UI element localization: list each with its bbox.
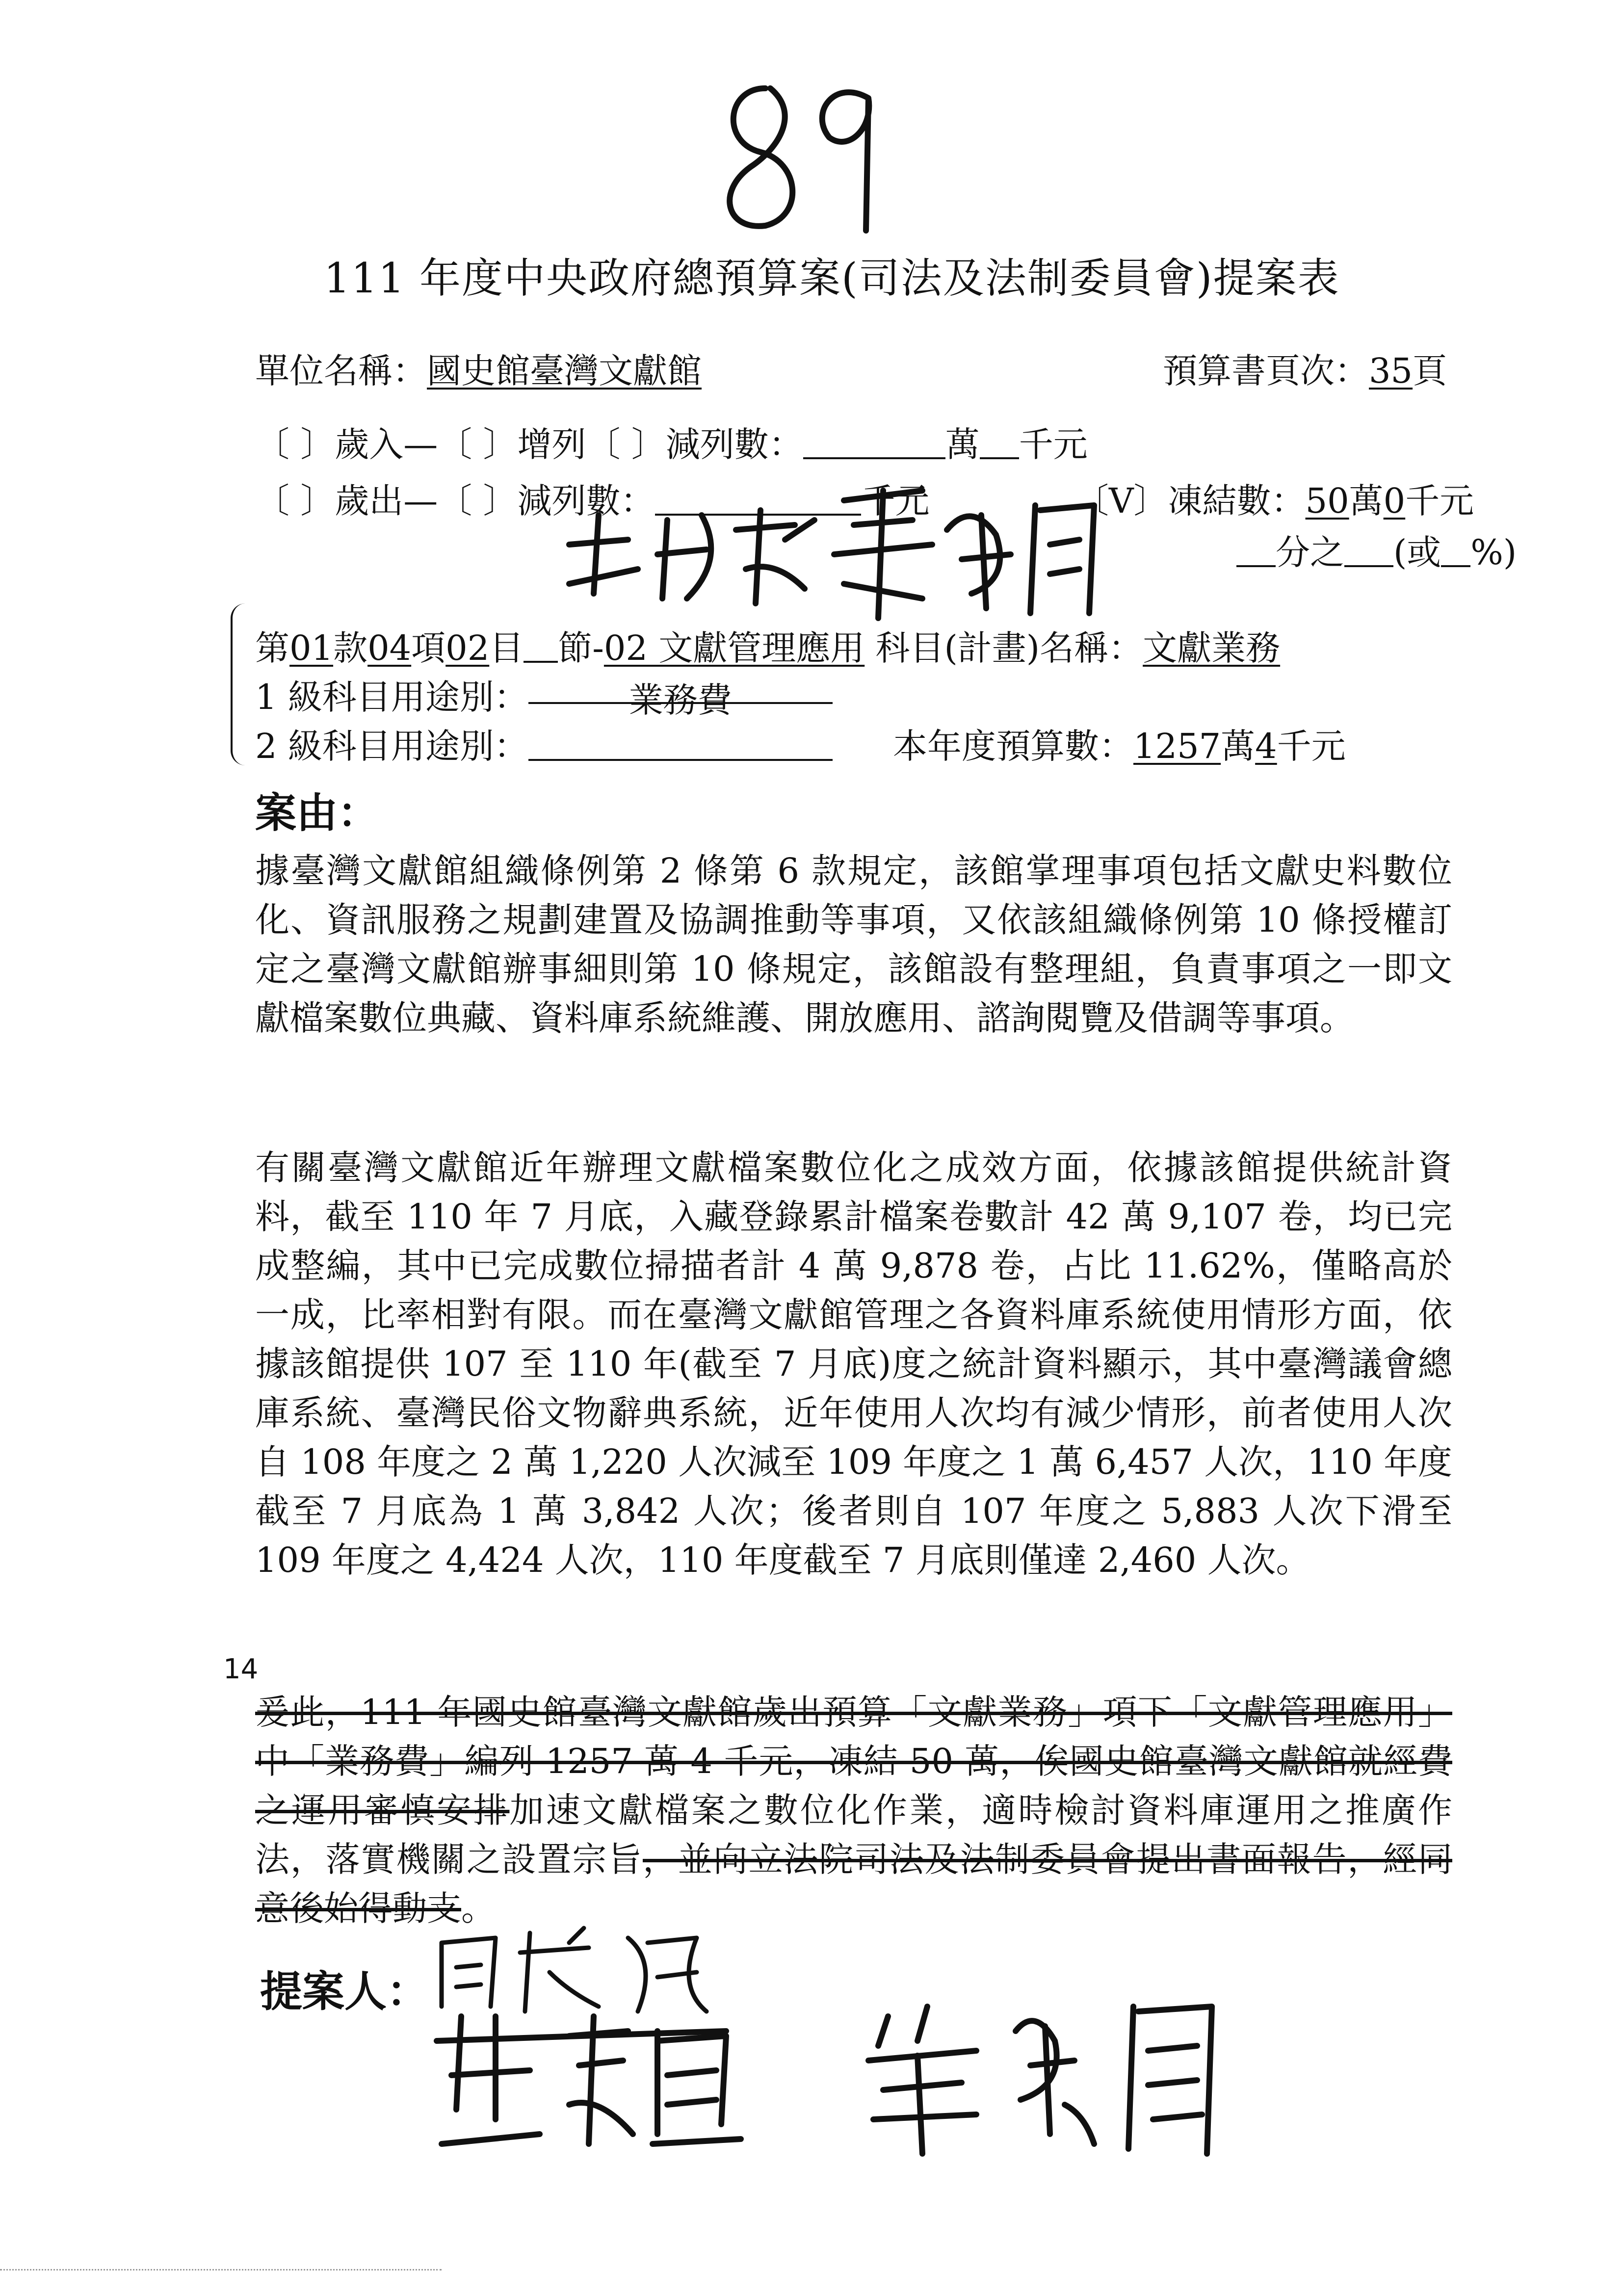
budget-page-label: 預算書頁次：: [1163, 351, 1369, 391]
kuan-label: 第: [255, 628, 289, 668]
fraction-open: (或: [1393, 532, 1441, 573]
handwritten-signature-top: [540, 471, 1128, 623]
document-title: 111 年度中央政府總預算案(司法及法制委員會)提案表: [324, 254, 1340, 302]
paragraph-3-end: 。: [461, 1888, 496, 1929]
revenue-wan-unit: 萬: [945, 424, 980, 465]
paragraph-2: 有關臺灣文獻館近年辦理文獻檔案數位化之成效方面，依據該館提供統計資料，截至 110 年 7 月底，入藏登錄累計檔案卷數計 42 萬 9,107 卷，均已完成整編，其中已完成數位掃描者計 4 萬 9,878 卷，占比 11.62%，僅略高於一成，比率相對有限。而在臺灣文獻館管理之各資料庫系統使用情形方面，依據該館提供 107 至 110 年(截至 7 月底)度之統計資料顯示，其中臺灣議會總庫系統、臺灣民俗文物辭典系統，近年使用人次均有減少情形，前者使用人次自 108 年度之 2 萬 1,220 人次減至 109 年度之 1 萬 6,457 人次，110 年度截至 7 月底為 1 萬 3,842 人次；後者則自 107 年度之 5,883 人次下滑至 109 年度之 4,424 人次，110 年度截至 7 月底則僅達 2,460 人次。: [255, 1148, 1452, 1580]
fraction-close: %): [1470, 532, 1517, 573]
case-reason-heading: 案由：: [255, 788, 379, 837]
struck-text-2: ，並向立法院司法及法制委員會提出書面報告，經同意後始得動支: [255, 1839, 1452, 1929]
freeze-wan-value: 50: [1305, 481, 1349, 521]
fraction-row: [1236, 525, 1517, 574]
handwritten-signature-2: [422, 1997, 765, 2159]
budget-page-suffix: 頁: [1413, 351, 1447, 391]
kuan-value: 01: [289, 628, 334, 668]
budget-page-row: [1163, 343, 1447, 393]
mu-value: 02: [445, 628, 490, 668]
freeze-qian-unit: 千元: [1405, 481, 1474, 521]
current-budget-qian: 4: [1255, 726, 1277, 766]
margin-note: 14: [223, 1653, 259, 1685]
mu-label: 項: [411, 628, 446, 668]
unit-label: 單位名稱：: [255, 351, 427, 391]
revenue-option-row: [255, 417, 1088, 467]
freeze-label: 〔V〕凍結數：: [1074, 481, 1306, 521]
current-budget-qian-unit: 千元: [1277, 726, 1346, 766]
fraction-blank-3: [1441, 536, 1470, 567]
classification-row-1: [255, 621, 1280, 670]
level2-label: 2 級科目用途別：: [255, 726, 528, 766]
xiang-label: 款: [333, 628, 368, 668]
handwritten-page-number: [707, 69, 893, 245]
jie-value: 02 文獻管理應用: [603, 628, 865, 668]
subject-label: 科目(計畫)名稱：: [875, 628, 1143, 668]
freeze-row: [1074, 473, 1474, 523]
current-budget-wan: 1257: [1133, 726, 1221, 766]
current-budget-label: 本年度預算數：: [893, 726, 1133, 766]
subject-name: 文獻業務: [1143, 628, 1281, 668]
unit-name: 國史館臺灣文獻館: [427, 351, 702, 391]
fraction-fen-zhi: 分之: [1276, 532, 1344, 573]
xiang-value: 04: [367, 628, 412, 668]
freeze-qian-value: 0: [1383, 481, 1406, 521]
classification-bracket: [231, 603, 252, 765]
page-bottom-dotted-rule: [0, 2269, 442, 2270]
classification-row-2: [255, 670, 833, 719]
revenue-qian-blank: [980, 428, 1019, 459]
revenue-option-prefix: 〔 〕歲入—〔 〕增列〔 〕減列數：: [255, 424, 803, 465]
budget-page-number: 35: [1369, 351, 1413, 391]
jie-blank: [524, 631, 558, 663]
expenditure-qian-unit: 千元: [861, 481, 930, 521]
level1-value: 業務費: [629, 680, 732, 720]
level1-field: [528, 673, 833, 720]
kept-text: 加速文獻檔案之數位化作業，適時檢討資料庫運用之推廣作法，落實機關之設置宗旨: [255, 1790, 1452, 1879]
struck-text-1: 爰此，111 年國史館臺灣文獻館歲出預算「文獻業務」項下「文獻管理應用」中「業務費」編列 1257 萬 4 千元，凍結 50 萬，俟國史館臺灣文獻館就經費之運用審慎安排: [255, 1692, 1452, 1830]
revenue-wan-blank: [803, 428, 945, 459]
paragraph-3: [255, 1688, 1452, 1933]
proposer-label: 提案人：: [260, 1967, 429, 2016]
classification-row-3: [255, 719, 833, 768]
level1-label: 1 級科目用途別：: [255, 677, 528, 717]
jie-sep: 節-: [558, 628, 604, 668]
jie-label: 目: [489, 628, 524, 668]
paragraph-1: 據臺灣文獻館組織條例第 2 條第 6 款規定，該館掌理事項包括文獻史料數位化、資訊服務之規劃建置及協調推動等事項，又依該組織條例第 10 條授權訂定之臺灣文獻館辦事細則第 10 條規定，該館設有整理組，負責事項之一即文獻檔案數位典藏、資料庫系統維護、開放應用、諮詢閱覽及借調等事項。: [255, 851, 1452, 1038]
handwritten-signature-3: [859, 1987, 1241, 2164]
level2-field: [528, 730, 833, 761]
unit-row: [255, 343, 702, 393]
current-budget-wan-unit: 萬: [1221, 726, 1256, 766]
expenditure-option-prefix: 〔 〕歲出—〔 〕減列數：: [255, 481, 655, 521]
revenue-qian-unit: 千元: [1019, 424, 1088, 465]
current-budget-row: [893, 719, 1346, 768]
freeze-wan-unit: 萬: [1349, 481, 1384, 521]
fraction-blank-2: [1344, 536, 1393, 567]
fraction-blank-1: [1236, 536, 1276, 567]
